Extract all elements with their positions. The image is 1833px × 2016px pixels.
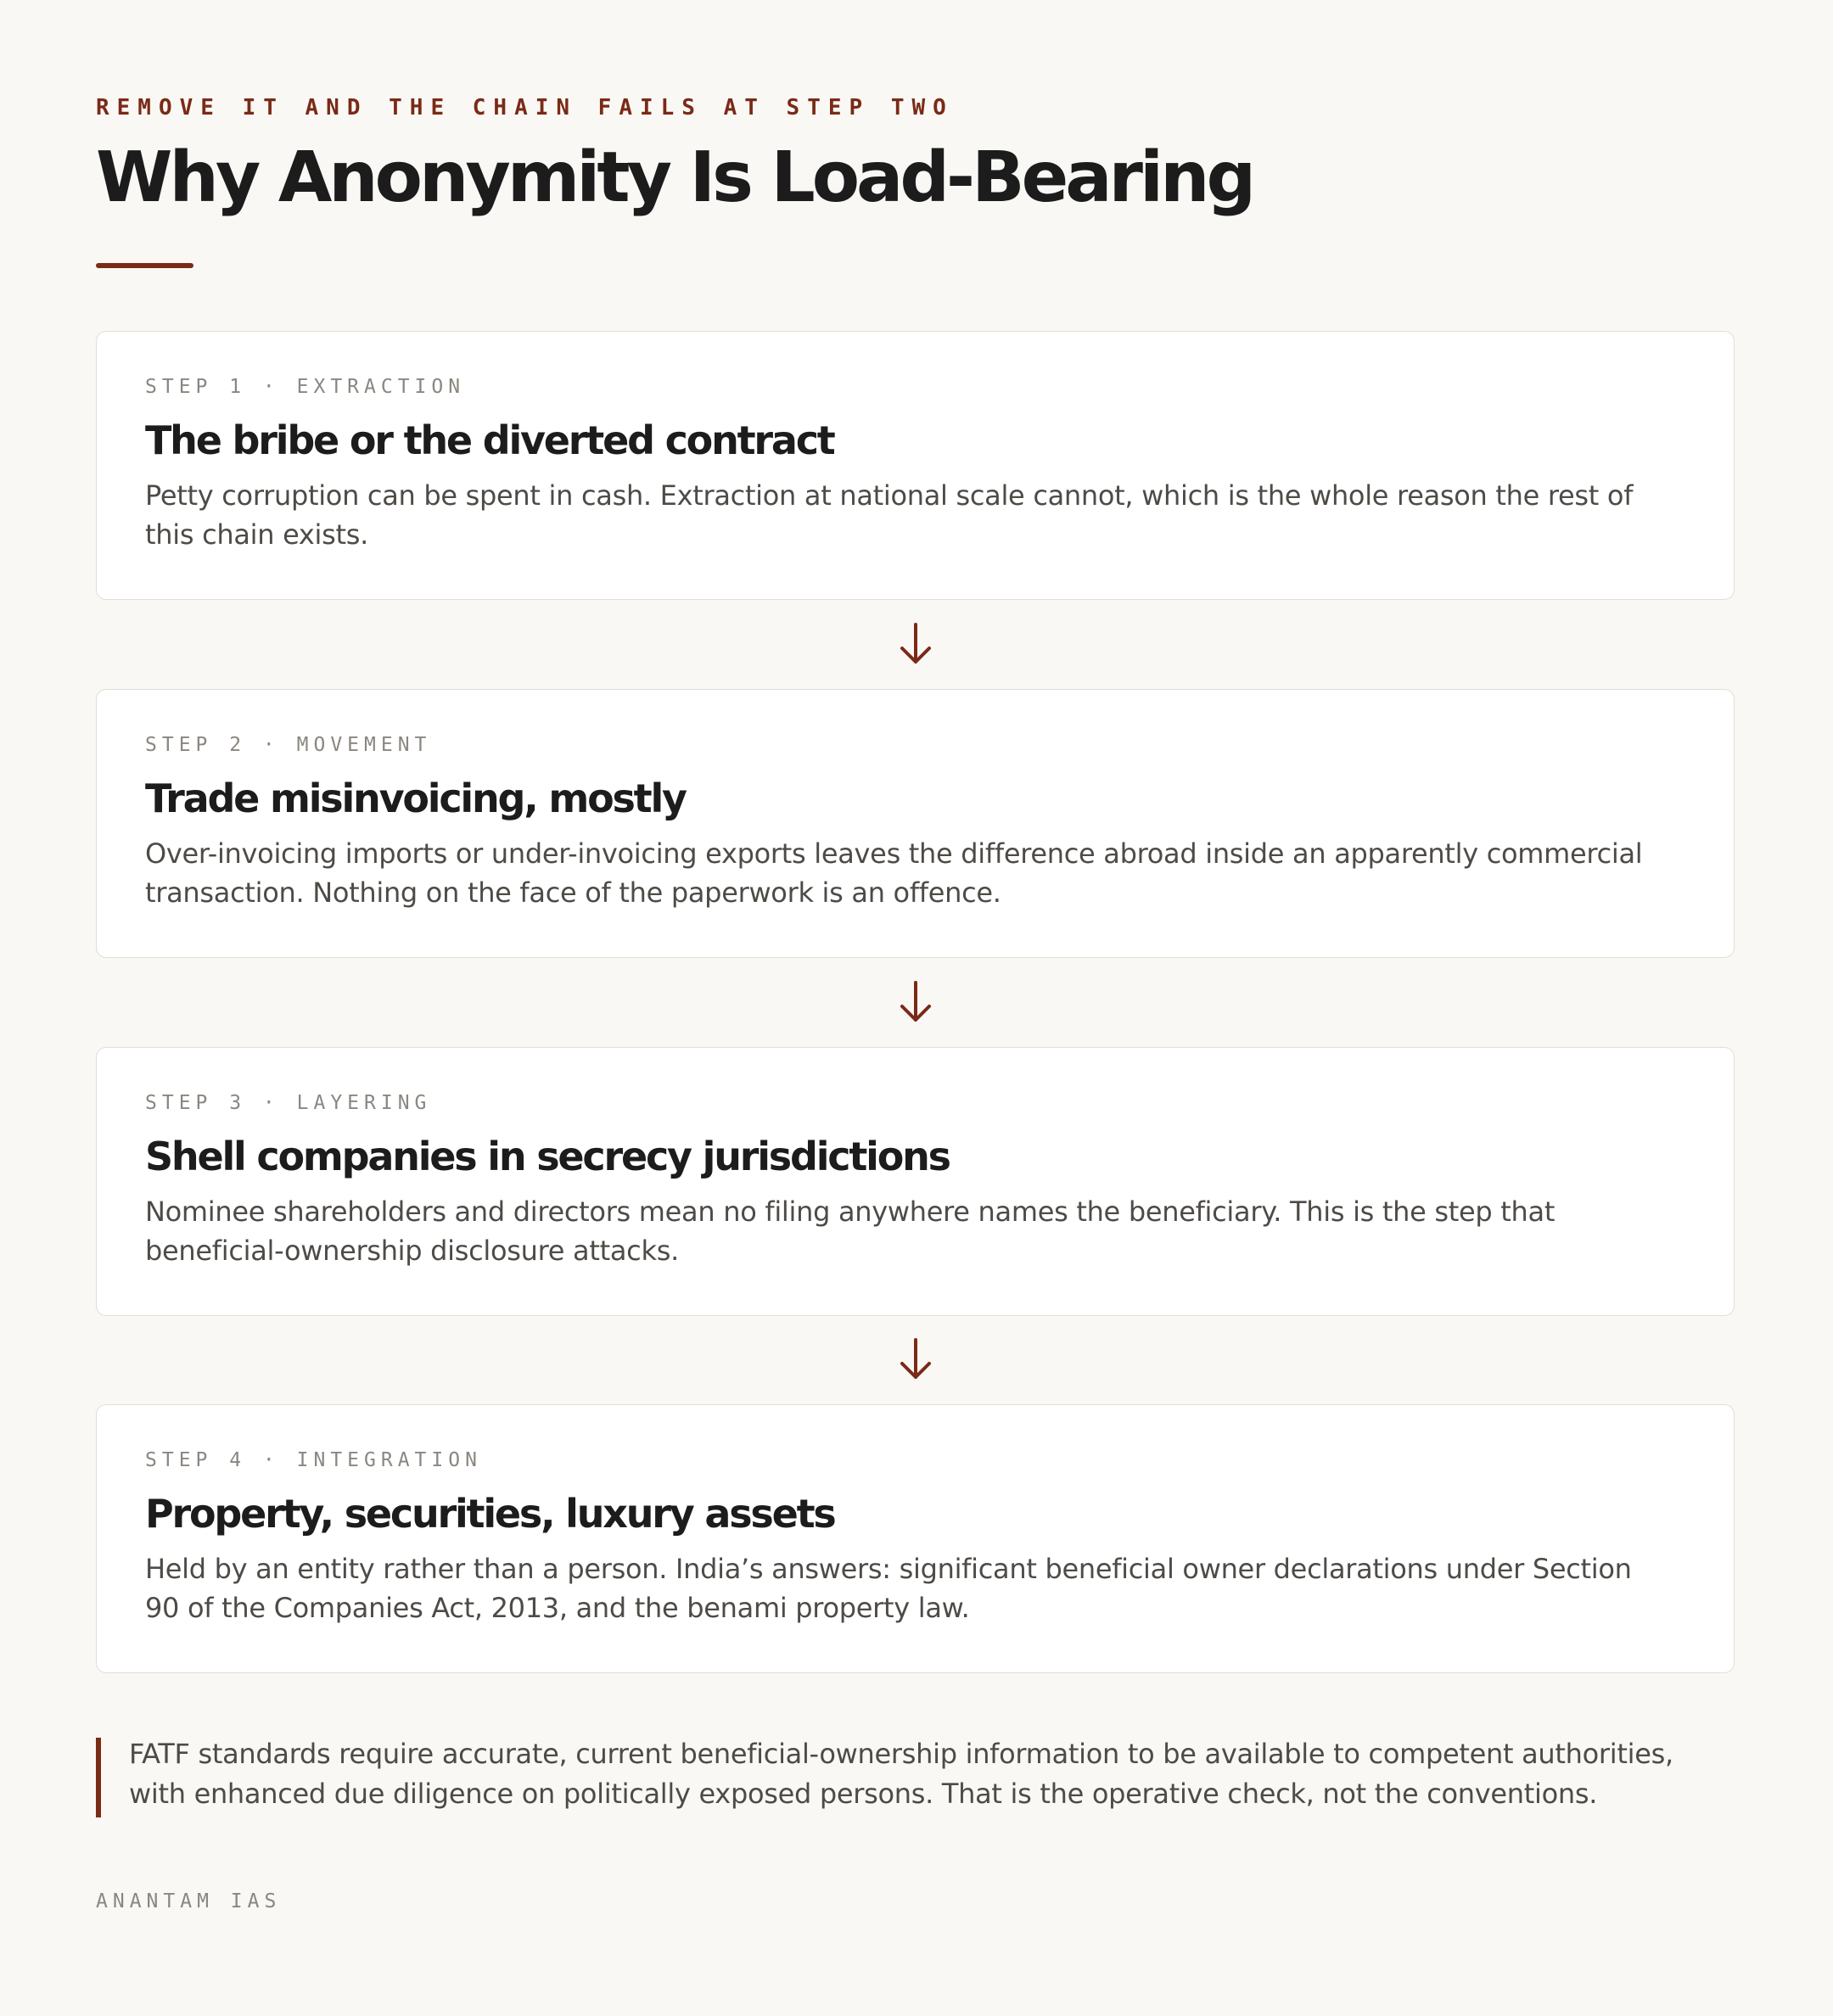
step-card-extraction xyxy=(96,331,1735,600)
step-card-layering xyxy=(96,1047,1735,1316)
callout-text: FATF standards require accurate, current beneficial-ownership information to be available to competent authorities, with enhanced due diligence on politically exposed persons. That is the operative check, not the conventions. xyxy=(129,1738,1673,1810)
step-heading: The bribe or the diverted contract xyxy=(145,417,834,463)
step-label: STEP 3 · LAYERING xyxy=(145,1092,432,1114)
step-heading: Trade misinvoicing, mostly xyxy=(145,776,686,821)
step-description: Held by an entity rather than a person. India’s answers: significant beneficial owner declarations under Section 90 of the Companies Act, 2013, and the benami property law. xyxy=(145,1553,1632,1624)
arrow-down-icon xyxy=(899,1337,933,1381)
step-label: STEP 1 · EXTRACTION xyxy=(145,376,466,398)
step-description: Petty corruption can be spent in cash. Extraction at national scale cannot, which is the whole reason the rest of this chain exists. xyxy=(145,479,1634,551)
callout-note xyxy=(96,1738,1735,1817)
step-card-movement xyxy=(96,689,1735,958)
arrow-down-icon xyxy=(899,980,933,1024)
title-underline xyxy=(96,263,193,268)
step-label: STEP 2 · MOVEMENT xyxy=(145,734,432,756)
step-description: Nominee shareholders and directors mean no filing anywhere names the beneficiary. This is the step that beneficial-ownership disclosure attacks. xyxy=(145,1196,1556,1267)
step-label: STEP 4 · INTEGRATION xyxy=(145,1449,482,1471)
step-heading: Property, securities, luxury assets xyxy=(145,1491,835,1537)
step-card-integration xyxy=(96,1404,1735,1673)
kicker: REMOVE IT AND THE CHAIN FAILS AT STEP TWO xyxy=(96,95,954,120)
step-heading: Shell companies in secrecy jurisdictions xyxy=(145,1134,950,1179)
step-description: Over-invoicing imports or under-invoicing exports leaves the difference abroad inside an apparently commercial transaction. Nothing on the face of the paperwork is an offence. xyxy=(145,837,1643,909)
arrow-down-icon xyxy=(899,622,933,666)
page-title: Why Anonymity Is Load-Bearing xyxy=(96,137,1253,218)
footer-brand: ANANTAM IAS xyxy=(96,1890,282,1912)
